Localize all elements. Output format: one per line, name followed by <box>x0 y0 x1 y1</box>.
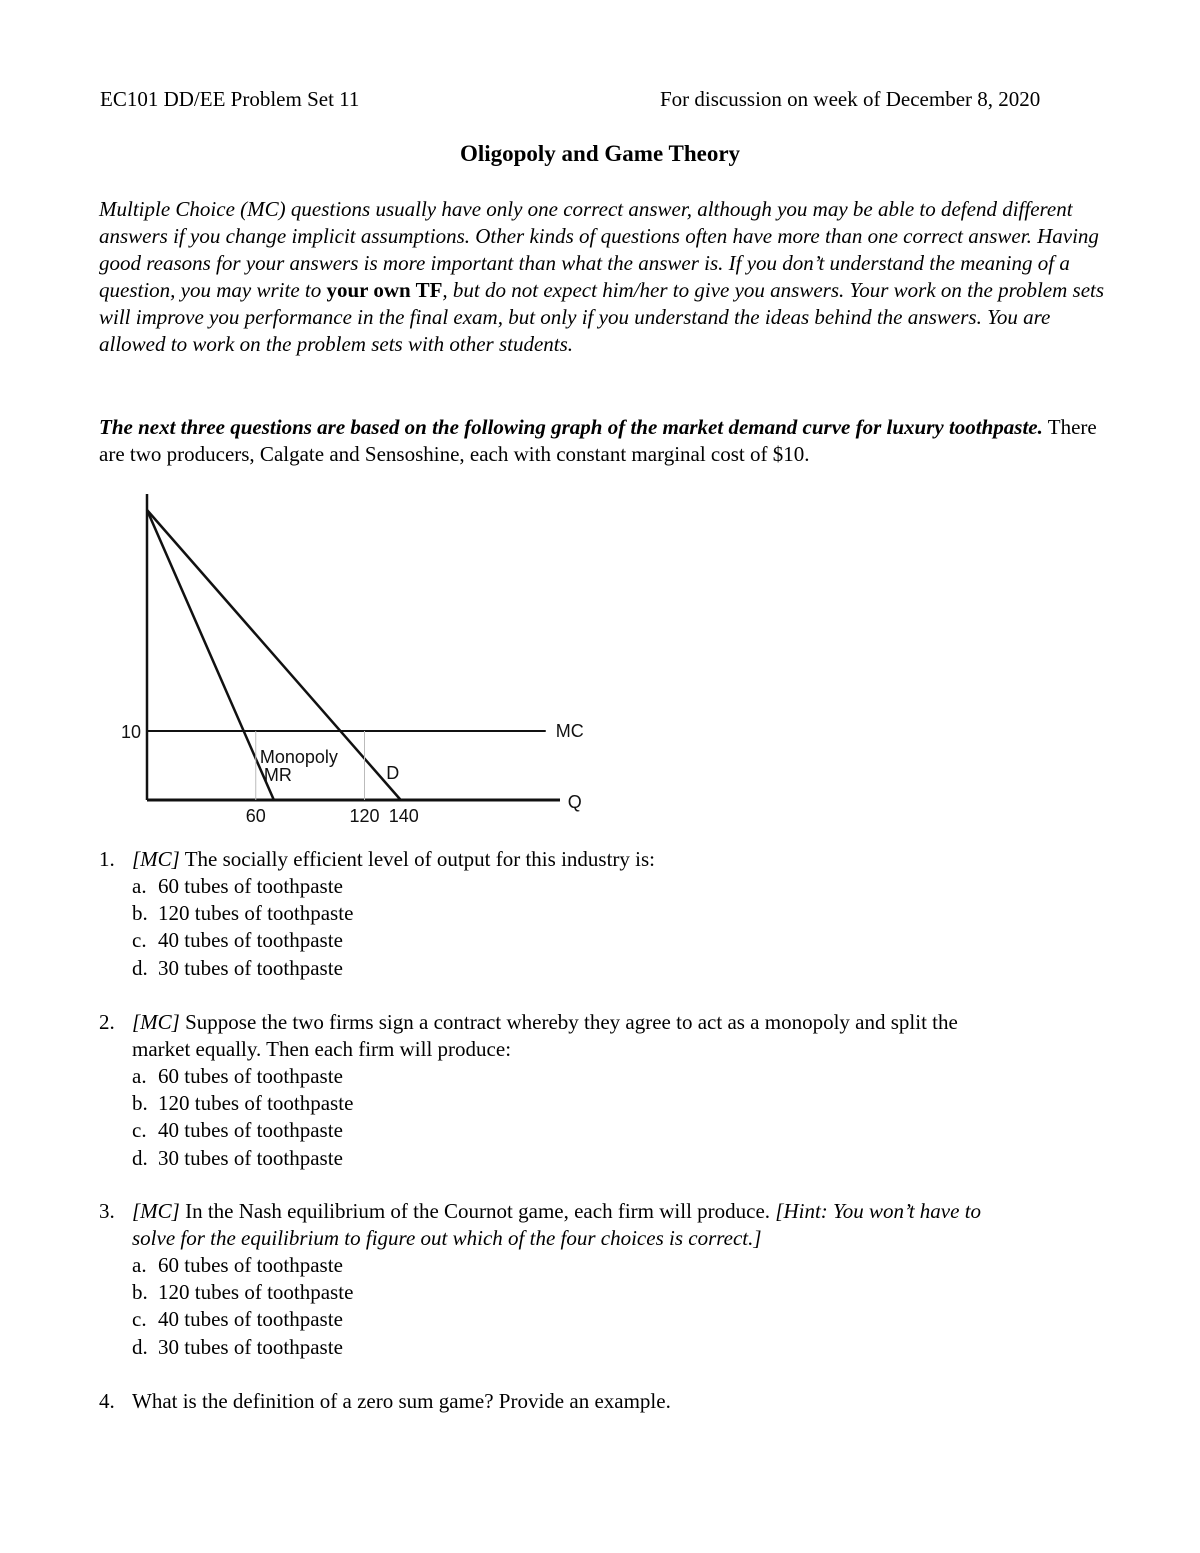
question-number: 3. <box>99 1199 115 1223</box>
intro-bold: your own TF <box>326 278 443 302</box>
option-text: 30 tubes of toothpaste <box>158 1335 343 1359</box>
question-tag: [MC] <box>132 1199 180 1223</box>
option-d <box>132 1334 343 1361</box>
question-stem: The socially efficient level of output for this industry is: <box>179 847 655 871</box>
option-letter: a. <box>132 1064 147 1088</box>
question-hint-line2: solve for the equilibrium to figure out which of the four choices is correct.] <box>132 1226 762 1250</box>
question-hint-line1: [Hint: You won’t have to <box>775 1199 982 1223</box>
monopoly-mr-line <box>147 510 274 800</box>
demand-label: D <box>386 762 400 783</box>
option-d <box>132 1145 343 1172</box>
x-tick-60: 60 <box>245 806 266 826</box>
page-title: Oligopoly and Game Theory <box>459 141 741 166</box>
option-b <box>132 900 353 927</box>
question-tag: [MC] <box>132 847 180 871</box>
y-tick-10: 10 <box>120 721 141 742</box>
option-d <box>132 955 343 982</box>
option-a <box>132 1063 343 1090</box>
x-tick-120: 120 <box>349 806 380 826</box>
option-letter: c. <box>132 928 147 952</box>
course-header: EC101 DD/EE Problem Set 11 <box>100 87 360 111</box>
option-text: 40 tubes of toothpaste <box>158 1307 343 1331</box>
option-letter: c. <box>132 1118 147 1142</box>
lead-rest: There are two producers, Calgate and Sensoshine, each with constant marginal cost of $10. <box>99 415 1097 466</box>
option-c <box>132 1306 343 1333</box>
option-a <box>132 873 343 900</box>
intro-part2: , but do not expect him/her to give you answers. Your work on the problem sets will improve you performance in the final exam, but only if you understand the ideas behind the answers. You are allowed to work on the problem sets with other students. <box>99 278 1105 356</box>
option-letter: d. <box>132 956 148 980</box>
mc-label: MC <box>555 720 584 741</box>
question-text: What is the definition of a zero sum game? Provide an example. <box>132 1389 671 1413</box>
option-text: 60 tubes of toothpaste <box>158 1253 343 1277</box>
q-axis-label: Q <box>567 792 582 812</box>
question-2 <box>99 1009 1099 1179</box>
option-text: 30 tubes of toothpaste <box>158 1146 343 1170</box>
option-text: 120 tubes of toothpaste <box>158 1091 354 1115</box>
option-text: 30 tubes of toothpaste <box>158 956 343 980</box>
question-tag: [MC] <box>132 1010 180 1034</box>
x-tick-140: 140 <box>388 806 419 826</box>
question-3 <box>99 1198 1099 1368</box>
intro-part1: Multiple Choice (MC) questions usually have only one correct answer, although you may be able to defend different answers if you change implicit assumptions. Other kinds of questions often have more than one correct answer. Having good reasons for your answers is more important than what the answer is. If you don’t understand the meaning of a question, you may write to <box>99 197 1099 302</box>
mr-label: MR <box>263 764 292 785</box>
option-text: 120 tubes of toothpaste <box>158 1280 354 1304</box>
option-letter: d. <box>132 1146 148 1170</box>
option-letter: b. <box>132 1091 148 1115</box>
option-letter: a. <box>132 874 147 898</box>
option-a <box>132 1252 343 1279</box>
question-text <box>132 1009 958 1036</box>
question-text <box>132 1198 981 1225</box>
lead-bold: The next three questions are based on the following graph of the market demand curve for luxury toothpaste. <box>99 415 1043 439</box>
question-number: 1. <box>99 847 115 871</box>
option-text: 60 tubes of toothpaste <box>158 874 343 898</box>
option-c <box>132 927 343 954</box>
option-text: 120 tubes of toothpaste <box>158 901 354 925</box>
discussion-date: For discussion on week of December 8, 2020 <box>660 87 1041 111</box>
option-letter: a. <box>132 1253 147 1277</box>
option-b <box>132 1279 353 1306</box>
question-number: 2. <box>99 1010 115 1034</box>
question-stem-line2: market equally. Then each firm will produce: <box>132 1037 512 1061</box>
option-text: 60 tubes of toothpaste <box>158 1064 343 1088</box>
option-letter: b. <box>132 1280 148 1304</box>
question-4 <box>99 1388 1099 1418</box>
option-letter: d. <box>132 1335 148 1359</box>
option-text: 40 tubes of toothpaste <box>158 928 343 952</box>
question-text <box>132 846 655 873</box>
option-letter: c. <box>132 1307 147 1331</box>
option-c <box>132 1117 343 1144</box>
question-stem-line1: Suppose the two firms sign a contract whereby they agree to act as a monopoly and split the <box>179 1010 958 1034</box>
option-b <box>132 1090 353 1117</box>
option-text: 40 tubes of toothpaste <box>158 1118 343 1142</box>
option-letter: b. <box>132 901 148 925</box>
question-1 <box>99 846 1099 986</box>
question-stem: In the Nash equilibrium of the Cournot game, each firm will produce. <box>179 1199 776 1223</box>
monopoly-label: Monopoly <box>259 746 338 767</box>
question-number: 4. <box>99 1389 115 1413</box>
